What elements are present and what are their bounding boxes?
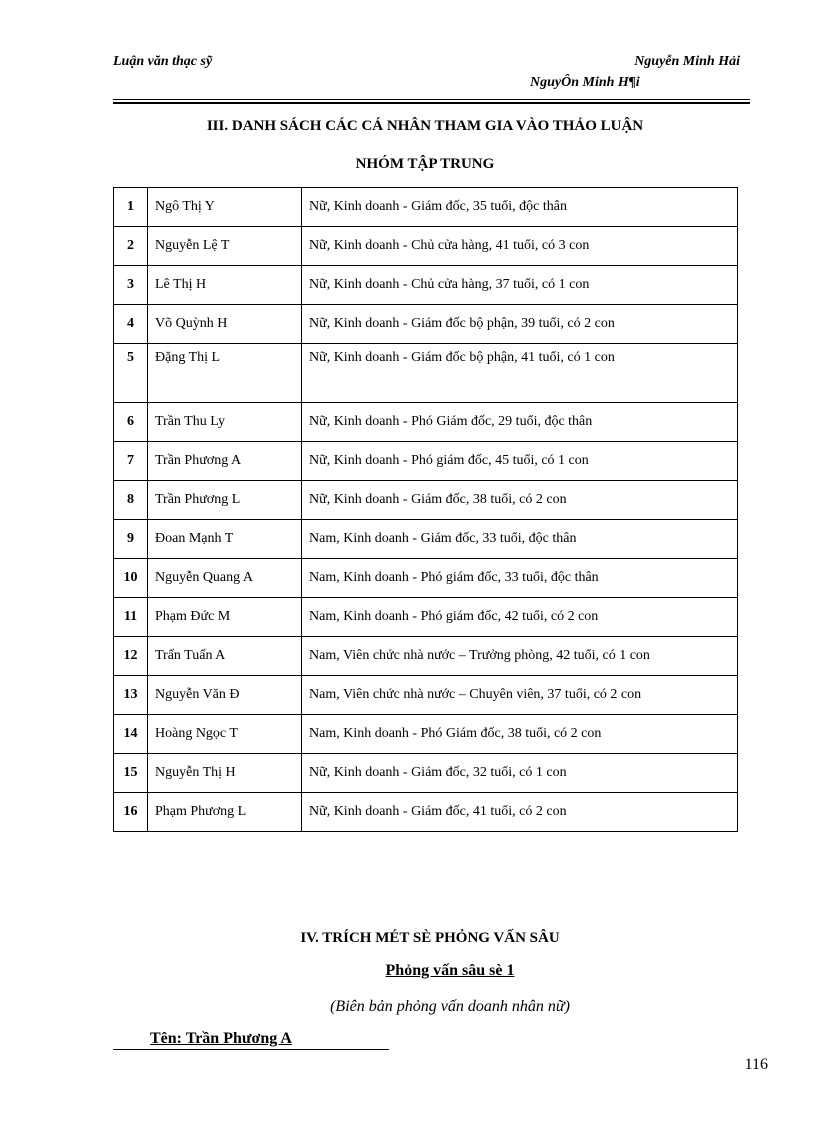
row-number: 15 [114,754,148,793]
row-number: 5 [114,344,148,403]
row-number: 9 [114,520,148,559]
participant-description: Nữ, Kinh doanh - Chủ cửa hàng, 37 tuổi, có 1 con [302,266,738,305]
participant-description: Nữ, Kinh doanh - Giám đốc, 35 tuổi, độc thân [302,188,738,227]
table-row [114,188,738,227]
table-row [114,598,738,637]
participant-name: Hoàng Ngọc T [148,715,302,754]
table-row [114,266,738,305]
section3-title-line2: NHÓM TẬP TRUNG [355,156,495,172]
header-rule-thin [113,99,750,100]
participant-description: Nam, Viên chức nhà nước – Trưởng phòng, 42 tuổi, có 1 con [302,637,738,676]
row-number: 16 [114,793,148,832]
row-number: 10 [114,559,148,598]
row-number: 8 [114,481,148,520]
participant-description: Nam, Kinh doanh - Giám đốc, 33 tuổi, độc thân [302,520,738,559]
table-row [114,403,738,442]
table-row [114,676,738,715]
page-number: 116 [744,1056,768,1073]
participant-name: Trấn Tuấn A [148,637,302,676]
participant-name: Võ Quỳnh H [148,305,302,344]
participant-description: Nam, Viên chức nhà nước – Chuyên viên, 37 tuổi, có 2 con [302,676,738,715]
table-row [114,715,738,754]
participant-description: Nữ, Kinh doanh - Phó giám đốc, 45 tuổi, có 1 con [302,442,738,481]
table-row [114,793,738,832]
table-row [114,520,738,559]
participant-description: Nữ, Kinh doanh - Chủ cửa hàng, 41 tuổi, có 3 con [302,227,738,266]
row-number: 11 [114,598,148,637]
participant-name: Đoan Mạnh T [148,520,302,559]
table-row [114,559,738,598]
participant-description: Nam, Kinh doanh - Phó Giám đốc, 38 tuổi, có 2 con [302,715,738,754]
participant-description: Nữ, Kinh doanh - Giám đốc, 38 tuổi, có 2 con [302,481,738,520]
row-number: 4 [114,305,148,344]
section4-title: IV. TRÍCH MÉT SÈ PHỎNG VẤN SÂU [300,930,560,946]
participant-name: Nguyễn Văn Đ [148,676,302,715]
participant-name: Trần Phương L [148,481,302,520]
table-row [114,481,738,520]
row-number: 14 [114,715,148,754]
participant-name: Nguyễn Quang A [148,559,302,598]
participant-description: Nữ, Kinh doanh - Giám đốc, 41 tuổi, có 2 con [302,793,738,832]
participant-description: Nữ, Kinh doanh - Giám đốc, 32 tuổi, có 1 con [302,754,738,793]
row-number: 6 [114,403,148,442]
header-left: Luận văn thạc sỹ [113,54,213,69]
row-number: 7 [114,442,148,481]
row-number: 2 [114,227,148,266]
section3-title-line1: III. DANH SÁCH CÁC CÁ NHÂN THAM GIA VÀO THẢO LUẬN [206,118,644,134]
table-row [114,344,738,403]
interview-subtitle: (Biên bản phỏng vấn doanh nhân nữ) [330,998,570,1015]
table-row [114,754,738,793]
header-rule-thick [113,102,750,104]
table-row [114,442,738,481]
row-number: 12 [114,637,148,676]
participant-name: Phạm Phương L [148,793,302,832]
table-row [114,227,738,266]
participant-name: Lê Thị H [148,266,302,305]
participant-description: Nam, Kinh doanh - Phó giám đốc, 42 tuổi, có 2 con [302,598,738,637]
participant-description: Nữ, Kinh doanh - Giám đốc bộ phận, 41 tuổi, có 1 con [302,344,738,403]
interview-heading: Phỏng vấn sâu sè 1 [385,962,515,979]
participant-name: Đặng Thị L [148,344,302,403]
row-number: 13 [114,676,148,715]
header-right: Nguyễn Minh Hải [634,54,740,69]
participant-name: Nguyễn Thị H [148,754,302,793]
participant-description: Nam, Kinh doanh - Phó giám đốc, 33 tuổi, độc thân [302,559,738,598]
participant-name: Phạm Đức M [148,598,302,637]
participant-name: Nguyễn Lệ T [148,227,302,266]
participant-description: Nữ, Kinh doanh - Phó Giám đốc, 29 tuổi, độc thân [302,403,738,442]
participant-name: Trần Phương A [148,442,302,481]
participant-name: Trần Thu Ly [148,403,302,442]
participant-description: Nữ, Kinh doanh - Giám đốc bộ phận, 39 tuổi, có 2 con [302,305,738,344]
participant-name: Ngô Thị Y [148,188,302,227]
row-number: 3 [114,266,148,305]
participants-table [113,187,738,832]
row-number: 1 [114,188,148,227]
interviewee-name: Tên: Trần Phương A [150,1030,292,1047]
table-row [114,305,738,344]
header-right-garbled: NguyÔn Minh H¶i [530,75,640,90]
table-row [114,637,738,676]
